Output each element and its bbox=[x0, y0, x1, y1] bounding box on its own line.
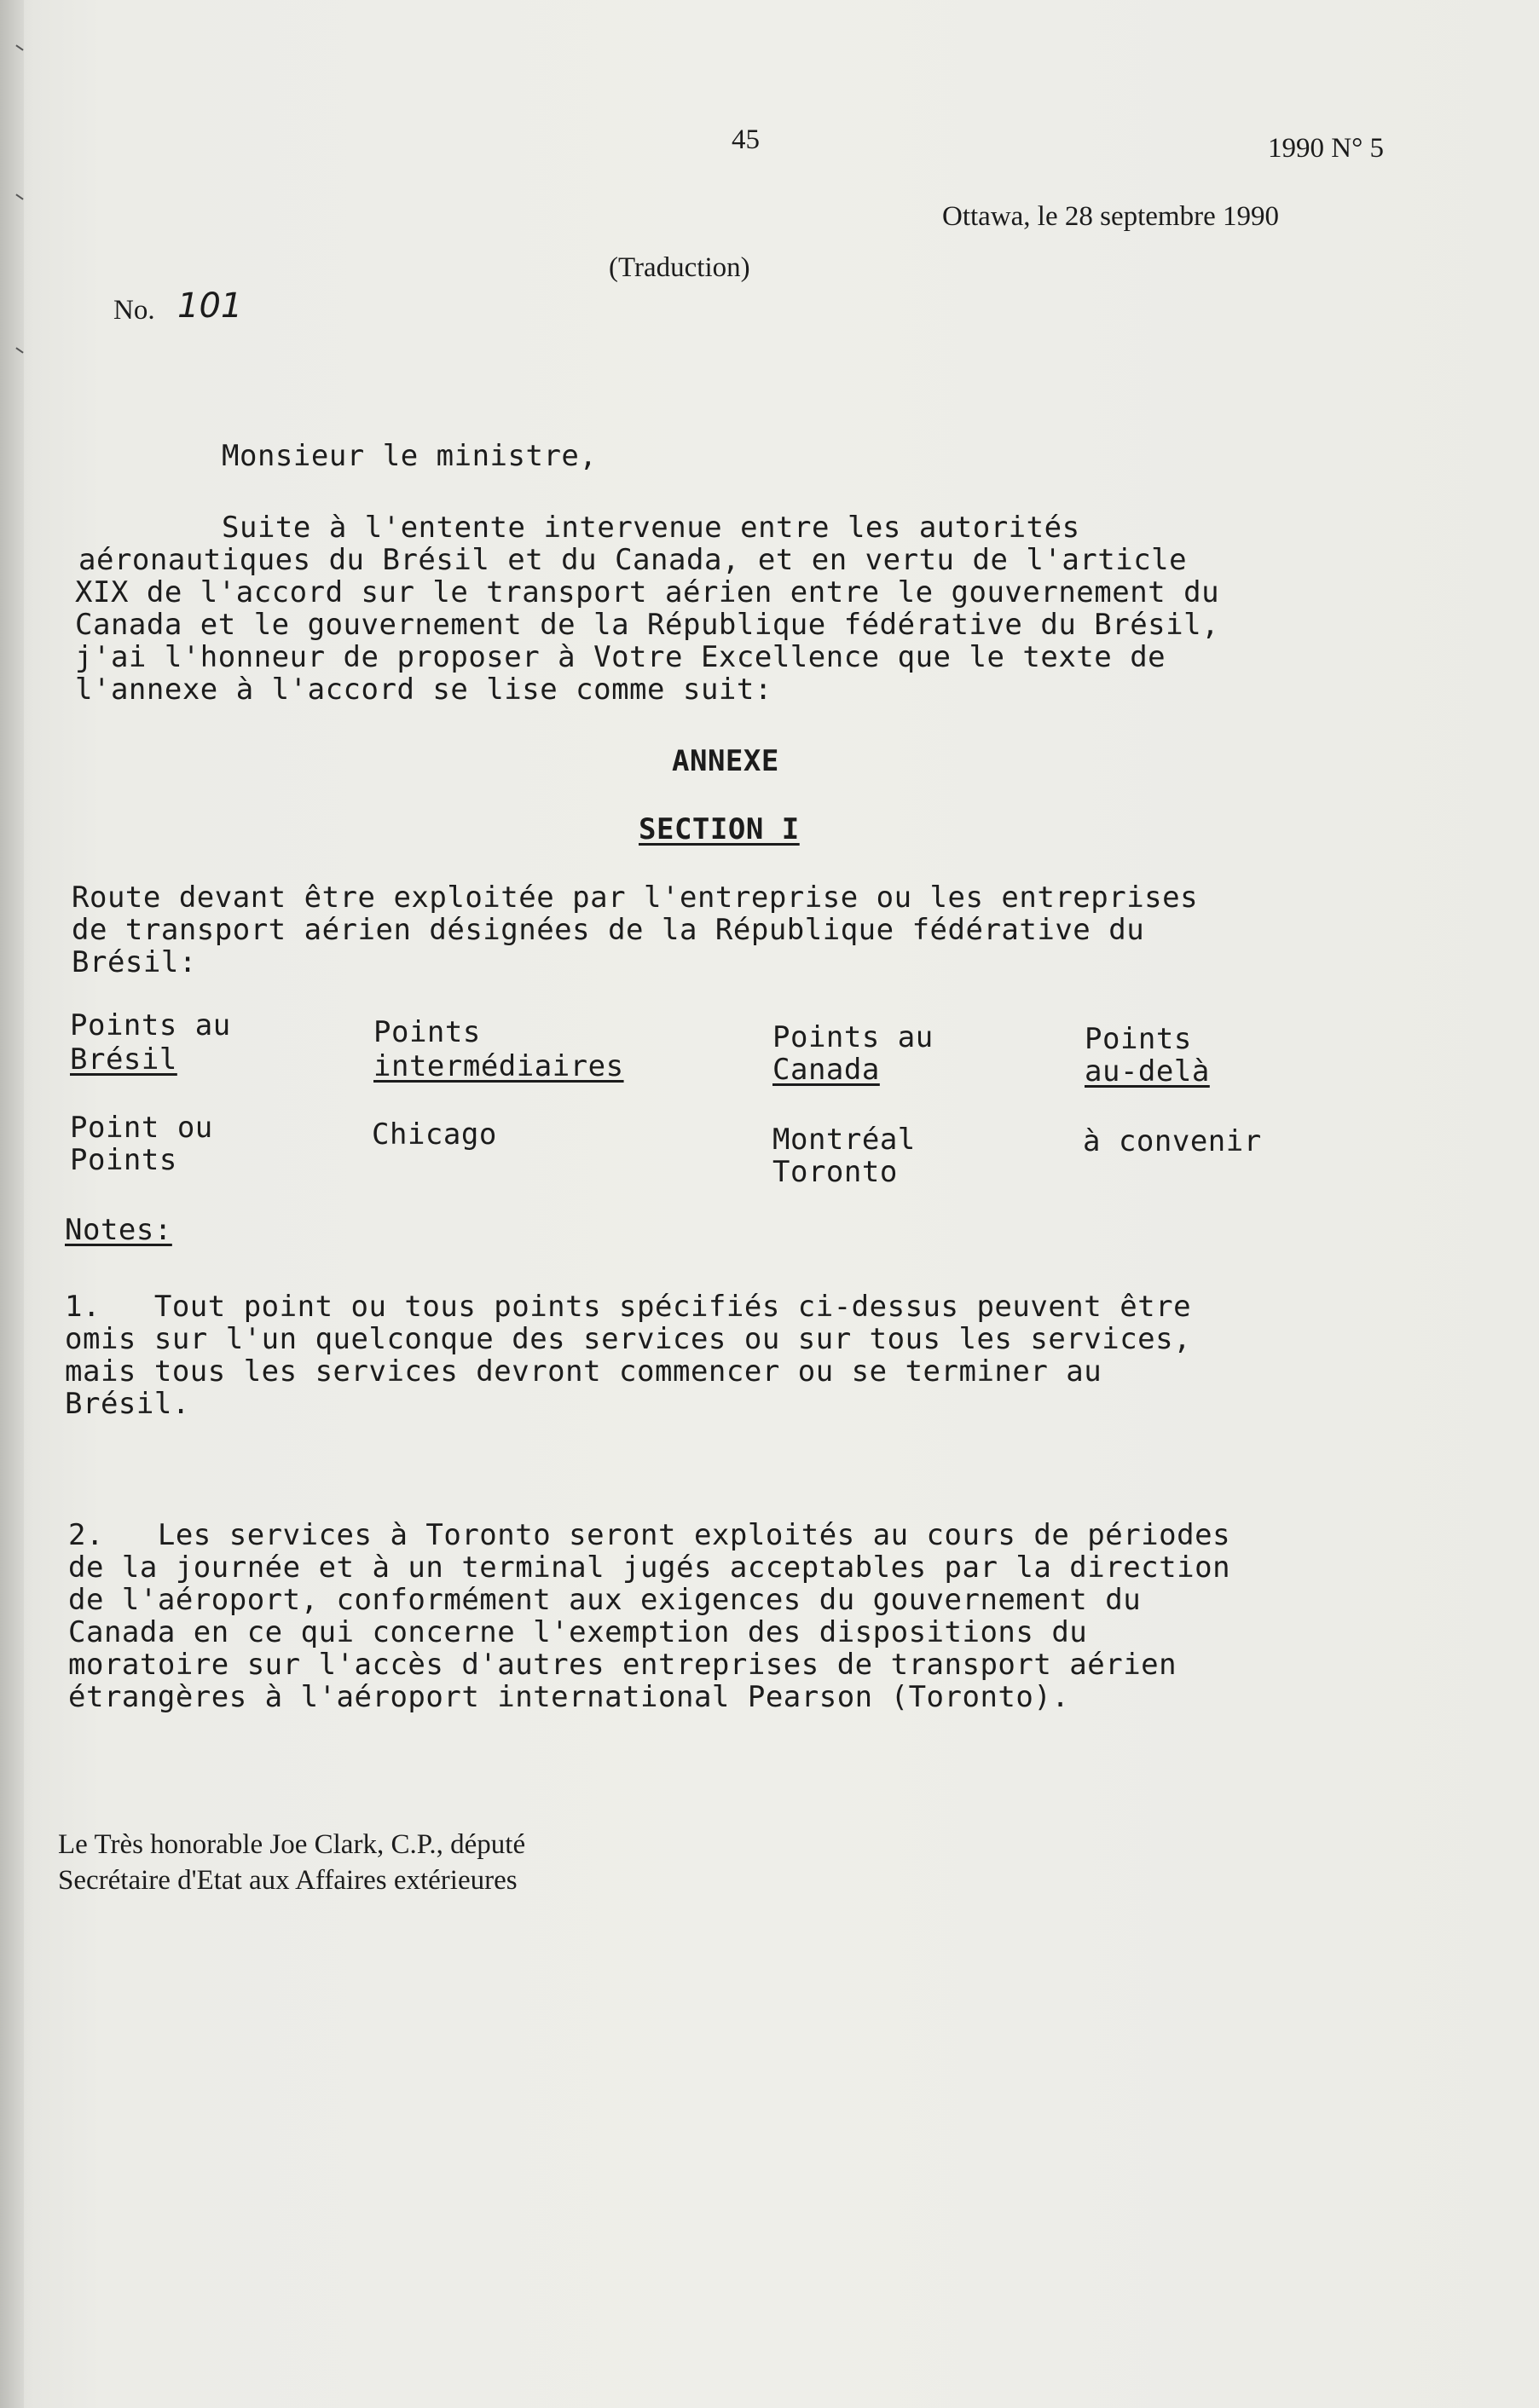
column-header-brazil-line1: Points au bbox=[70, 1008, 231, 1042]
section-heading: SECTION I bbox=[639, 812, 800, 846]
column-header-intermediate-line2: intermédiaires bbox=[373, 1049, 624, 1083]
note-line: 1. Tout point ou tous points spécifiés ci-dessus peuvent être bbox=[65, 1290, 1192, 1324]
cell-canada: Toronto bbox=[772, 1155, 898, 1189]
notes-title: Notes: bbox=[65, 1213, 172, 1247]
note-line: étrangères à l'aéroport international Pearson (Toronto). bbox=[68, 1680, 1070, 1714]
intro-line: Suite à l'entente intervenue entre les autorités bbox=[222, 511, 1080, 545]
place-date: Ottawa, le 28 septembre 1990 bbox=[942, 201, 1279, 232]
column-header-beyond-line1: Points bbox=[1085, 1022, 1192, 1056]
note-line: de la journée et à un terminal jugés acceptables par la direction bbox=[68, 1550, 1231, 1585]
cell-brazil: Point ou bbox=[70, 1111, 213, 1145]
translation-note: (Traduction) bbox=[609, 252, 750, 283]
column-header-intermediate-line1: Points bbox=[373, 1015, 481, 1049]
route-line: Brésil: bbox=[72, 945, 197, 979]
cell-beyond: à convenir bbox=[1083, 1124, 1262, 1158]
note-line: Canada en ce qui concerne l'exemption des dispositions du bbox=[68, 1615, 1088, 1649]
page-number: 45 bbox=[732, 124, 760, 155]
note-line: Brésil. bbox=[65, 1387, 190, 1421]
note-line: mais tous les services devront commencer ou se terminer au bbox=[65, 1354, 1102, 1389]
note-line: moratoire sur l'accès d'autres entreprises de transport aérien bbox=[68, 1648, 1177, 1682]
issue-number: 1990 N° 5 bbox=[1268, 133, 1385, 164]
intro-line: aéronautiques du Brésil et du Canada, et en vertu de l'article bbox=[78, 543, 1188, 577]
note-line: omis sur l'un quelconque des services ou sur tous les services, bbox=[65, 1322, 1192, 1356]
intro-line: l'annexe à l'accord se lise comme suit: bbox=[75, 673, 772, 707]
note-line: de l'aéroport, conformément aux exigences du gouvernement du bbox=[68, 1583, 1142, 1617]
intro-line: j'ai l'honneur de proposer à Votre Excellence que le texte de bbox=[75, 640, 1166, 674]
intro-line: Canada et le gouvernement de la République fédérative du Brésil, bbox=[75, 608, 1220, 642]
note-line: 2. Les services à Toronto seront exploités au cours de périodes bbox=[68, 1518, 1231, 1552]
cell-canada: Montréal bbox=[772, 1123, 916, 1157]
annex-title: ANNEXE bbox=[672, 744, 779, 778]
route-line: de transport aérien désignées de la République fédérative du bbox=[72, 913, 1145, 947]
column-header-beyond-line2: au-delà bbox=[1085, 1054, 1210, 1089]
column-header-canada-line2: Canada bbox=[772, 1053, 880, 1087]
cell-brazil: Points bbox=[70, 1143, 177, 1177]
addressee-title: Secrétaire d'Etat aux Affaires extérieures bbox=[58, 1865, 518, 1896]
column-header-brazil-line2: Brésil bbox=[70, 1042, 177, 1077]
handwritten-number: 101 bbox=[177, 286, 243, 326]
salutation: Monsieur le ministre, bbox=[222, 439, 598, 473]
column-header-canada-line1: Points au bbox=[772, 1020, 934, 1054]
cell-intermediate: Chicago bbox=[372, 1117, 497, 1152]
page-edge bbox=[0, 0, 24, 2408]
addressee-name: Le Très honorable Joe Clark, C.P., député bbox=[58, 1829, 526, 1860]
route-line: Route devant être exploitée par l'entreprise ou les entreprises bbox=[72, 881, 1199, 915]
number-label: No. bbox=[113, 295, 155, 326]
intro-line: XIX de l'accord sur le transport aérien entre le gouvernement du bbox=[75, 575, 1220, 609]
